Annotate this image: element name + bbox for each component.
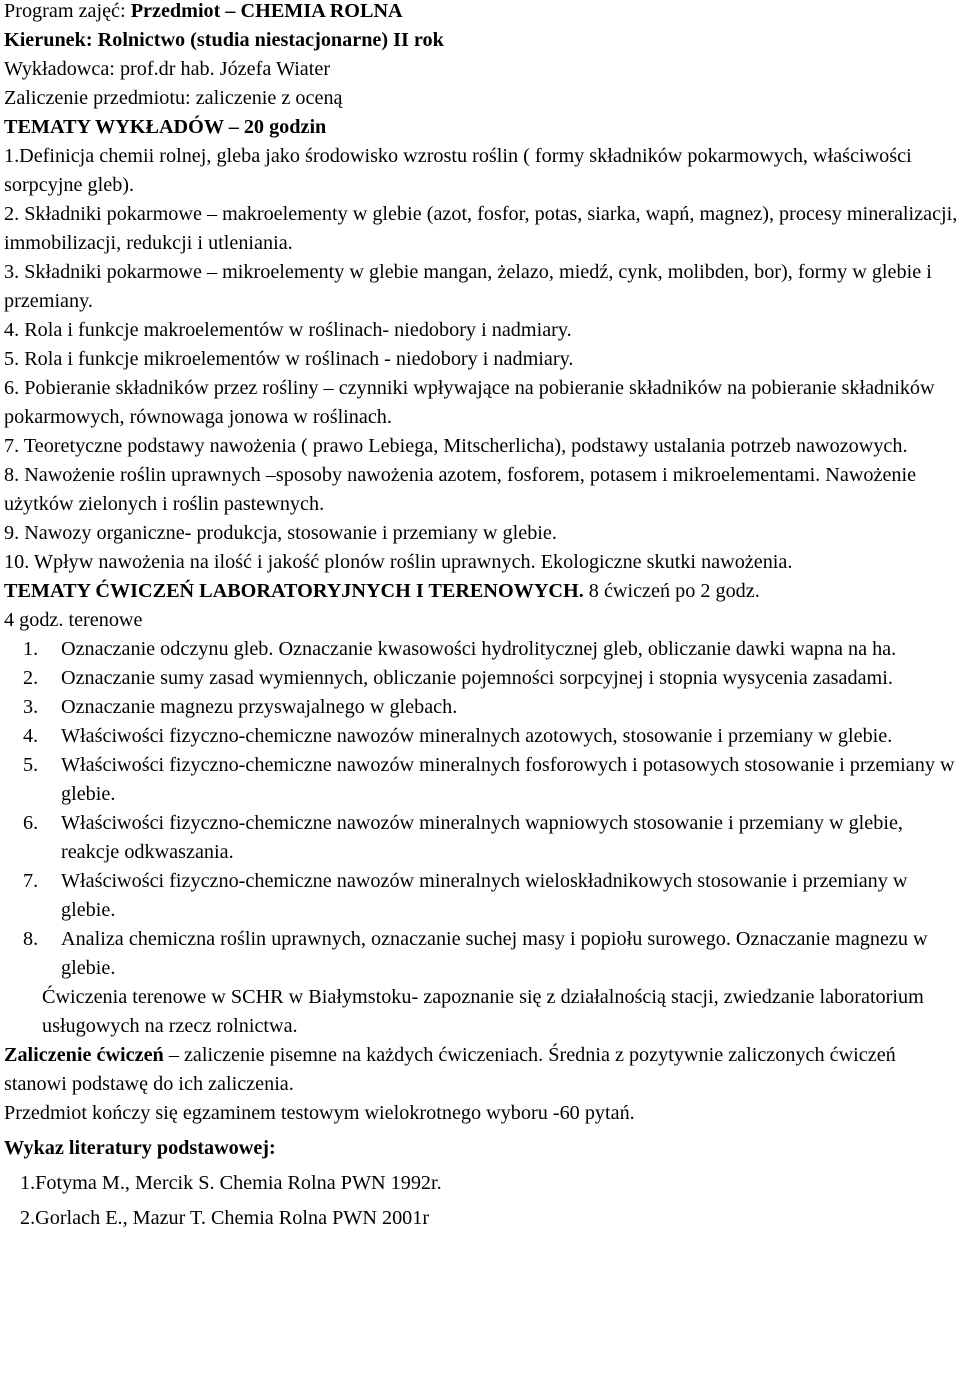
lab-item xyxy=(4,693,958,722)
lecture-item: 8. Nawożenie roślin uprawnych –sposoby nawożenia azotem, fosforem, potasem i mikroelementami. Nawożenie użytków zielonych i roślin pastewnych. xyxy=(4,464,917,515)
lab-number: 5. xyxy=(23,754,39,776)
lab-item xyxy=(4,635,958,664)
lab-text: Właściwości fizyczno-chemiczne nawozów mineralnych fosforowych i potasowych stosowanie i przemiany w glebie. xyxy=(61,754,955,805)
program-title: Przedmiot – CHEMIA ROLNA xyxy=(130,0,403,22)
lab-item xyxy=(4,664,958,693)
zaliczenie-cwiczen-text: – zaliczenie pisemne na każdych ćwiczeniach. Średnia z pozytywnie zaliczonych ćwiczeń stanowi podstawę do ich zaliczenia. xyxy=(4,1044,896,1095)
labs-heading-title: TEMATY ĆWICZEŃ LABORATORYJNYCH I TERENOWYCH. xyxy=(4,580,584,602)
literatura-heading: Wykaz literatury podstawowej: xyxy=(4,1137,276,1159)
lab-number: 8. xyxy=(23,928,39,950)
lab-item xyxy=(4,867,958,925)
lab-number: 1. xyxy=(23,638,39,660)
lab-item xyxy=(4,722,958,751)
lab-item xyxy=(4,925,958,983)
lab-item xyxy=(4,809,958,867)
lab-number: 2. xyxy=(23,667,39,689)
field-trip-text: Ćwiczenia terenowe w SCHR w Białymstoku- zapoznanie się z działalnością stacji, zwiedzanie laboratorium usługowych na rzecz rolnictwa. xyxy=(42,986,924,1037)
lectures-list xyxy=(4,142,958,577)
lecture-item: 6. Pobieranie składników przez rośliny – czynniki wpływające na pobieranie składników na pobieranie składników pokarmowych, równowaga jonowa w roślinach. xyxy=(4,377,935,428)
lecture-item: 3. Składniki pokarmowe – mikroelementy w glebie mangan, żelazo, miedź, cynk, molibden, bor), formy w glebie i przemiany. xyxy=(4,261,932,312)
labs-heading xyxy=(4,577,958,606)
lecture-item: 9. Nawozy organiczne- produkcja, stosowanie i przemiany w glebie. xyxy=(4,522,557,544)
zaliczenie-cwiczen-label: Zaliczenie ćwiczeń xyxy=(4,1044,164,1066)
program-line xyxy=(4,0,958,26)
lab-number: 6. xyxy=(23,812,39,834)
lab-text: Oznaczanie odczynu gleb. Oznaczanie kwasowości hydrolitycznej gleb, obliczanie dawki wapna na ha. xyxy=(61,638,897,660)
lecture-item: 1.Definicja chemii rolnej, gleba jako środowisko wzrostu roślin ( formy składników pokarmowych, właściwości sorpcyjne gleb). xyxy=(4,145,912,196)
lab-text: Oznaczanie magnezu przyswajalnego w glebach. xyxy=(61,696,458,718)
labs-list xyxy=(4,635,958,983)
wykladowca-line: Wykładowca: prof.dr hab. Józefa Wiater xyxy=(4,58,331,80)
egzamin-note: Przedmiot kończy się egzaminem testowym wielokrotnego wyboru -60 pytań. xyxy=(4,1102,635,1124)
kierunek-line: Kierunek: Rolnictwo (studia niestacjonarne) II rok xyxy=(4,29,444,51)
lab-item xyxy=(4,751,958,809)
lab-number: 3. xyxy=(23,696,39,718)
document xyxy=(4,0,958,1233)
tematy-wykladow-heading: TEMATY WYKŁADÓW – 20 godzin xyxy=(4,116,327,138)
lab-text: Analiza chemiczna roślin uprawnych, oznaczanie suchej masy i popiołu surowego. Oznaczanie magnezu w glebie. xyxy=(61,928,928,979)
lecture-item: 4. Rola i funkcje makroelementów w roślinach- niedobory i nadmiary. xyxy=(4,319,572,341)
terenowe-hours: 4 godz. terenowe xyxy=(4,609,143,631)
lab-text: Oznaczanie sumy zasad wymiennych, obliczanie pojemności sorpcyjnej i stopnia wysycenia zasadami. xyxy=(61,667,893,689)
lecture-item: 10. Wpływ nawożenia na ilość i jakość plonów roślin uprawnych. Ekologiczne skutki nawożenia. xyxy=(4,551,793,573)
zaliczenie-line: Zaliczenie przedmiotu: zaliczenie z oceną xyxy=(4,87,343,109)
labs-heading-hours: 8 ćwiczeń po 2 godz. xyxy=(583,580,760,602)
lab-text: Właściwości fizyczno-chemiczne nawozów mineralnych wieloskładnikowych stosowanie i przemiany w glebie. xyxy=(61,870,908,921)
lab-number: 4. xyxy=(23,725,39,747)
lecture-item: 2. Składniki pokarmowe – makroelementy w glebie (azot, fosfor, potas, siarka, wapń, magnez), procesy mineralizacji, immobilizacji, redukcji i utleniania. xyxy=(4,203,958,254)
lab-text: Właściwości fizyczno-chemiczne nawozów mineralnych wapniowych stosowanie i przemiany w glebie, reakcje odkwaszania. xyxy=(61,812,903,863)
program-label: Program zajęć: xyxy=(4,0,131,22)
lecture-item: 5. Rola i funkcje mikroelementów w roślinach - niedobory i nadmiary. xyxy=(4,348,574,370)
literatura-item: 2.Gorlach E., Mazur T. Chemia Rolna PWN 2001r xyxy=(20,1207,430,1229)
field-trip-note xyxy=(4,983,958,1041)
lab-number: 7. xyxy=(23,870,39,892)
literatura-item: 1.Fotyma M., Mercik S. Chemia Rolna PWN 1992r. xyxy=(20,1172,442,1194)
lab-text: Właściwości fizyczno-chemiczne nawozów mineralnych azotowych, stosowanie i przemiany w glebie. xyxy=(61,725,893,747)
zaliczenie-cwiczen xyxy=(4,1041,958,1099)
lecture-item: 7. Teoretyczne podstawy nawożenia ( prawo Lebiega, Mitscherlicha), podstawy ustalania potrzeb nawozowych. xyxy=(4,435,908,457)
